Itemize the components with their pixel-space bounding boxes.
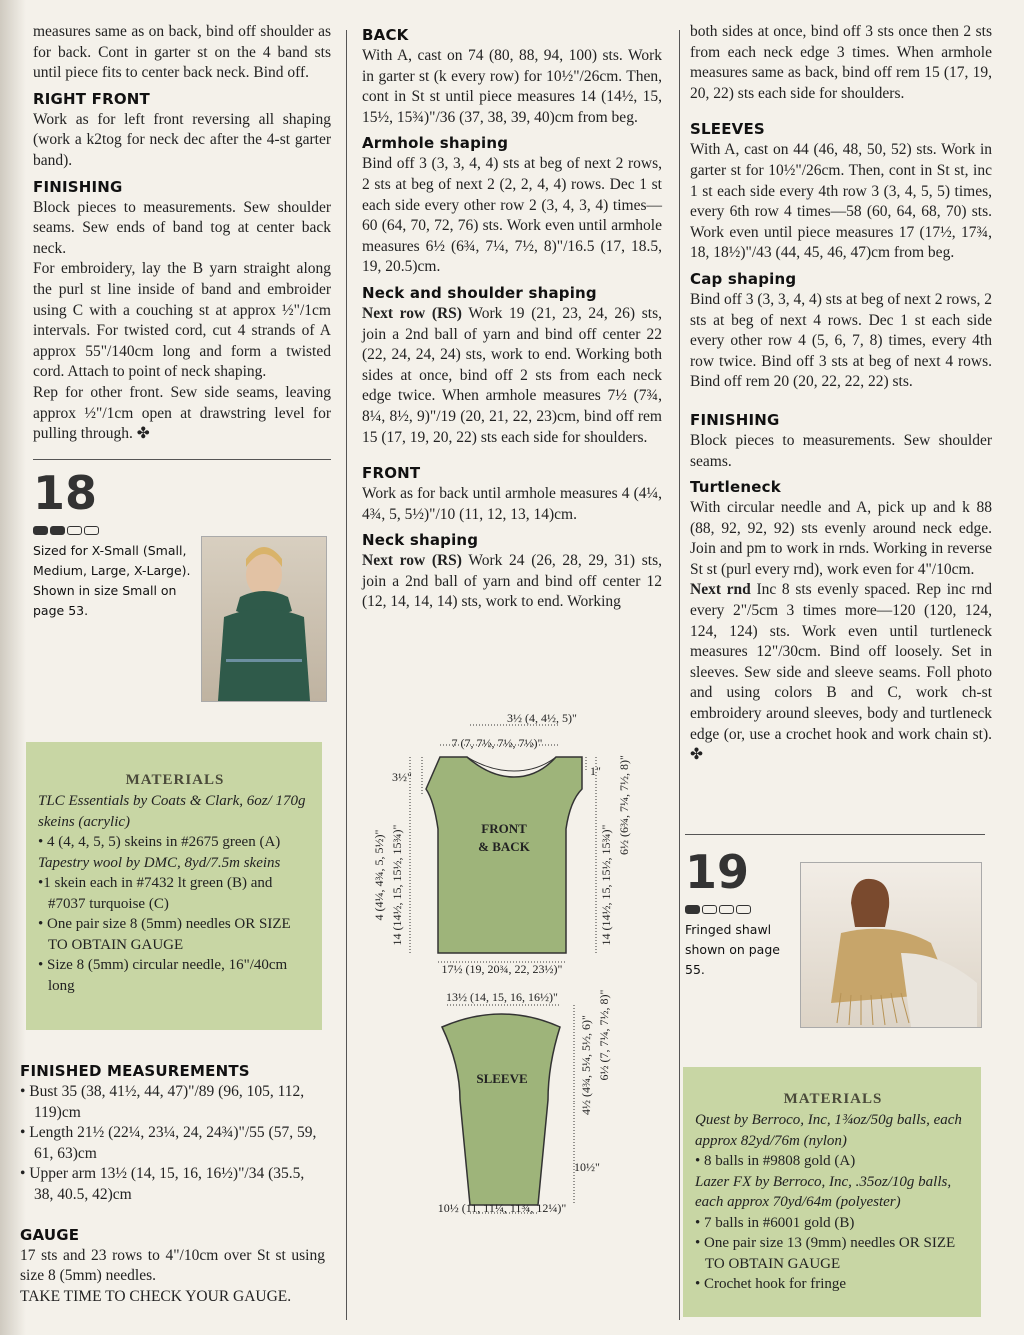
materials-line: Tapestry wool by DMC, 8yd/7.5m skeins — [38, 854, 281, 871]
gauge-text: 17 sts and 23 rows to 4"/10cm over St st using size 8 (5mm) needles. — [20, 1246, 325, 1285]
front-back-piece — [426, 757, 582, 953]
dim-left-lower: 14 (14½, 15, 15½, 15¾)" — [390, 824, 404, 946]
front-text: Work as for back until armhole measures 4 (4¼, 4¾, 5, 5½)"/10 (11, 12, 13, 14)cm. — [362, 485, 662, 523]
dim-body-width: 17½ (19, 20¾, 22, 23½)" — [441, 962, 563, 976]
armhole-text: Bind off 3 (3, 3, 4, 4) sts at beg of next 2 rows, 2 sts at beg of next 2 (2, 2, 4, 4) rows. Dec 1 st each side every other row 2 (3, 4, 3, 4) times—60 (64, 70, 72, 76) sts. Work even until armhole measures 6½ (6¾, 7¼, 7½, 8)"/16.5 (17, 18.5, 19, 20.5)cm. — [362, 155, 662, 276]
right-front-text: Work as for left front reversing all shaping (work a k2tog for neck dec after the 4-st garter band). — [33, 110, 331, 169]
dim-sleeve-length: 10½" — [574, 1160, 600, 1174]
schematic-diagram — [352, 705, 672, 1215]
sleeve-label: SLEEVE — [476, 1071, 528, 1086]
materials-line: • Crochet hook for fringe — [695, 1276, 847, 1292]
dim-sleeve-top: 13½ (14, 15, 16, 16½)" — [446, 990, 558, 1004]
dim-sleeve-cuff: 10½ (11, 11¼, 11¾, 12¼)" — [437, 1201, 567, 1215]
project-19-size-info: Fringed shawl shown on page 55. — [685, 922, 780, 977]
finishing-paragraph-1: Block pieces to measurements. Sew shoulder seams. Sew ends of band tog at center back neck. — [33, 198, 331, 257]
project-19-photo — [800, 862, 982, 1028]
front-heading: FRONT — [362, 464, 421, 483]
column-right — [690, 22, 992, 766]
turtleneck-sweater-image — [202, 537, 326, 701]
materials-line: • 8 balls in #9808 gold (A) — [695, 1153, 856, 1169]
materials-line: • One pair size 13 (9mm) needles OR SIZE TO OBTAIN GAUGE — [695, 1235, 956, 1272]
dim-right-upper: 6½ (6¾, 7¼, 7½, 8)" — [617, 755, 631, 855]
next-rnd-text: Next rnd Inc 8 sts evenly spaced. Rep inc rnd every 2"/5cm 3 times more—120 (120, 124, 124, 124) sts. Work even until turtleneck measures 12"/30cm. Bind off loosely. Set in sleeves. Sew side and sleeve seams. Foll photo and using colors B and C, work ch-st embroidery around sleeves, body and turtleneck edge (or, use a crochet hook and work chain st). ✤ — [690, 581, 992, 764]
dim-cap-upper: 4½ (4¾, 5¼, 5½, 6)" — [579, 1015, 593, 1115]
cap-shaping-heading: Cap shaping — [690, 269, 797, 288]
finishing-paragraph-3: Rep for other front. Sew side seams, leaving approx ½"/1cm open at drawstring level for pulling through. ✤ — [33, 383, 331, 443]
sleeves-heading: SLEEVES — [690, 120, 765, 139]
fringed-shawl-image — [801, 863, 981, 1027]
left-front-continuation: measures same as on back, bind off shoulder as for back. Cont in garter st on the 4 band sts until piece fits to center back neck. Bind off. — [33, 23, 331, 82]
neck-heading: Neck shaping — [362, 531, 479, 550]
neck-shoulder-text: Next row (RS) Work 19 (21, 23, 24, 26) sts, join a 2nd ball of yarn and bind off center 22 (22, 24, 24, 24) sts, work to end. Working both sides at once, bind off 2 sts from each neck edge twice. When armhole measures 7½ (7¾, 8¼, 8½, 9)"/19 (20, 21, 22, 23)cm, bind off rem 15 (17, 19, 20, 22) sts each side for shoulders. — [362, 304, 662, 446]
project-18-photo — [201, 536, 327, 702]
materials-line: Quest by Berroco, Inc, 1¾oz/50g balls, each approx 82yd/76m (nylon) — [695, 1112, 962, 1149]
front-back-label: FRONT — [481, 821, 527, 836]
materials-box-18 — [26, 742, 322, 1030]
gauge-take-time: TAKE TIME TO CHECK YOUR GAUGE. — [20, 1287, 292, 1305]
dim-neck-drop: 3½" — [392, 770, 412, 784]
sleeve-piece — [442, 1014, 560, 1205]
project-divider — [33, 459, 331, 460]
dim-right-lower: 14 (14½, 15, 15½, 15¾)" — [599, 824, 613, 946]
turtleneck-heading: Turtleneck — [690, 478, 781, 497]
back-text: With A, cast on 74 (80, 88, 94, 100) sts. Work in garter st (k every row) for 10½"/26cm. Then, cont in St st until piece measures 14 (14½, 15, 15½, 15¾)"/36 (37, 38, 39, 40)cm from beg. — [362, 47, 662, 126]
neck-text: Next row (RS) Work 24 (26, 28, 29, 31) sts, join a 2nd ball of yarn and bind off center 12 (12, 14, 14, 14) sts, work to end. Working — [362, 552, 662, 611]
column-divider — [679, 30, 680, 1320]
materials-line: • 4 (4, 4, 5, 5) skeins in #2675 green (A) — [38, 834, 281, 850]
finishing-heading: FINISHING — [33, 177, 123, 196]
sleeves-text: With A, cast on 44 (46, 48, 50, 52) sts. Work in garter st for 10½"/26cm. Then, cont in St st, inc 1 st each side every 4th row 3 (3, 4, 5, 5) times, every 6th row 4 times—58 (60, 64, 68, 70) sts. Work even until piece measures 17 (17½, 17¾, 18, 18½)"/43 (44, 45, 46, 47)cm from beg. — [690, 141, 992, 262]
materials-title: MATERIALS — [783, 1091, 883, 1107]
back-heading: BACK — [362, 26, 409, 44]
project-number-18: 18 — [33, 465, 98, 520]
project-number-19: 19 — [685, 845, 750, 899]
dim-cap-lower: 6½ (7, 7¼, 7½, 8)" — [597, 989, 611, 1081]
dim-neck-width: 3½ (4, 4½, 5)" — [507, 711, 577, 725]
measurement-item: • Bust 35 (38, 41½, 44, 47)"/89 (96, 105, 112, 119)cm — [20, 1083, 305, 1121]
materials-line: TLC Essentials by Coats & Clark, 6oz/ 170g skeins (acrylic) — [38, 793, 306, 830]
materials-box-19 — [683, 1067, 981, 1317]
finishing-heading: FINISHING — [690, 410, 780, 429]
finishing-paragraph-2: For embroidery, lay the B yarn straight along the purl st line inside of band and embroider using C with a couching st at approx ½"/1cm intervals. For twisted cord, cut 4 strands of A approx 55"/140cm long and form a twisted cord. Attach to point of neck shaping. — [33, 260, 331, 381]
project-18-size-info: Sized for X-Small (Small, Medium, Large, X-Large). Shown in size Small on page 53. — [33, 542, 191, 618]
column-middle — [362, 22, 662, 613]
column-left — [33, 22, 331, 621]
finished-measurements-heading: FINISHED MEASUREMENTS — [20, 1062, 250, 1080]
neck-shoulder-heading: Neck and shoulder shaping — [362, 283, 597, 302]
front-continuation: both sides at once, bind off 3 sts once then 2 sts from each neck edge 3 times. When armhole measures same as back, bind off rem 15 (17, 19, 20, 22) sts each side for shoulders. — [690, 23, 992, 102]
dim-left-upper: 4 (4¼, 4¾, 5, 5½)" — [372, 829, 386, 921]
project-divider — [685, 834, 985, 835]
skill-level-indicator — [33, 526, 331, 535]
dim-shoulder-drop: 1" — [590, 764, 601, 778]
turtleneck-text: With circular needle and A, pick up and k 88 (88, 92, 92, 92) sts evenly around neck edge. Join and pm to work in rnds. Working in reverse St st (purl every rnd), work even for 4"/10cm. — [690, 499, 992, 578]
materials-line: • One pair size 8 (5mm) needles OR SIZE TO OBTAIN GAUGE — [38, 916, 291, 953]
armhole-heading: Armhole shaping — [362, 134, 509, 153]
measurement-item: • Length 21½ (22¼, 23¼, 24, 24¾)"/55 (57, 59, 61, 63)cm — [20, 1124, 317, 1162]
materials-line: • 7 balls in #6001 gold (B) — [695, 1214, 855, 1231]
dim-shoulder-width: 7 (7, 7½, 7½, 7½)" — [451, 736, 543, 750]
finishing-text: Block pieces to measurements. Sew shoulder seams. — [690, 431, 992, 470]
measurement-item: • Upper arm 13½ (14, 15, 16, 16½)"/34 (35.5, 38, 40.5, 42)cm — [20, 1165, 305, 1203]
column-divider — [346, 30, 347, 1320]
cap-shaping-text: Bind off 3 (3, 3, 4, 4) sts at beg of next 2 rows, 2 sts at beg of next 4 rows. Dec 1 st each side every other row 4 (5, 6, 7, 8) times, every 4th row twice. Bind off 3 sts at beg of next 4 rows. Bind off rem 20 (20, 22, 22, 22) sts. — [690, 290, 992, 391]
materials-title: MATERIALS — [125, 772, 225, 788]
materials-line: •1 skein each in #7432 lt green (B) and #7037 turquoise (C) — [38, 875, 273, 912]
gauge-heading: GAUGE — [20, 1225, 80, 1244]
right-front-heading: RIGHT FRONT — [33, 89, 150, 108]
front-back-label: & BACK — [478, 839, 530, 854]
materials-line: Lazer FX by Berroco, Inc, .35oz/10g balls, each approx 70yd/64m (polyester) — [695, 1173, 952, 1210]
materials-line: • Size 8 (5mm) circular needle, 16"/40cm long — [38, 957, 288, 994]
finished-measurements-section — [20, 1056, 325, 1307]
